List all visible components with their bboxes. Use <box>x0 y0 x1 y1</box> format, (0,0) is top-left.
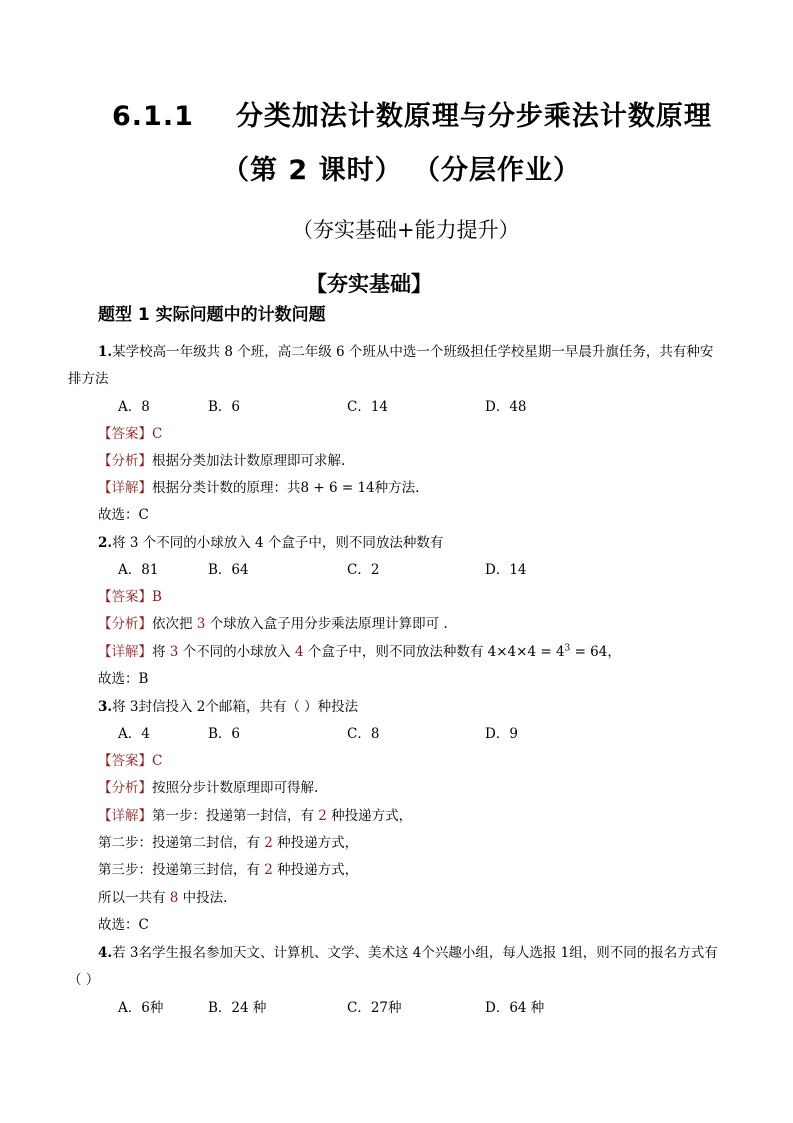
detail-text: 种投递方式， <box>326 808 413 824</box>
question-2-stem <box>98 531 443 551</box>
detail-text: = 64， <box>570 644 621 660</box>
analysis-tag: 【分析】 <box>98 780 152 796</box>
detail-tag: 【详解】 <box>98 480 152 496</box>
question-3-stem <box>98 695 358 715</box>
total-text: 中投法. <box>178 890 228 906</box>
subtitle: （夯实基础+能力提升） <box>292 218 520 242</box>
detail-text: 第一步：投递第一封信，有 <box>152 808 319 824</box>
answer-tag: 【答案】 <box>98 426 152 442</box>
analysis-text: 个球放入盒子用分步乘法原理计算即可 . <box>205 616 448 632</box>
option-c: C．2 <box>347 562 380 578</box>
detail-line <box>98 804 412 824</box>
step-3-line <box>98 858 358 878</box>
detail-text: 个不同的小球放入 <box>178 644 295 660</box>
choice-line <box>98 667 148 687</box>
total-line <box>98 886 227 906</box>
detail-text: 个盒子中，则不同放法种数有 4×4×4 = 4 <box>303 644 565 660</box>
answer-tag: 【答案】 <box>98 753 152 769</box>
analysis-line <box>98 776 318 796</box>
detail-number: 4 <box>294 644 304 660</box>
step-text: 第二步：投递第二封信，有 <box>98 835 265 851</box>
analysis-line <box>98 449 345 469</box>
option-d: D．9 <box>485 726 518 742</box>
question-number: 4. <box>98 945 113 961</box>
question-text: 若 3名学生报名参加天文、计算机、文学、美术这 4个兴趣小组，每人选报 1组，则不同的报名方式有 <box>112 945 718 961</box>
answer-value: B <box>152 589 162 605</box>
option-b: B．24 种 <box>208 1000 267 1016</box>
title-line-1 <box>112 94 712 133</box>
answer-line <box>98 422 162 442</box>
question-4-stem-cont: （ ） <box>68 972 100 988</box>
analysis-line <box>98 612 448 632</box>
question-number: 3. <box>98 699 113 715</box>
detail-tag: 【详解】 <box>98 808 152 824</box>
option-b: B．64 <box>208 562 249 578</box>
answer-line <box>98 749 162 769</box>
question-1-stem-cont: 排方法 <box>68 371 109 387</box>
choice-line: 故选：C <box>98 917 149 933</box>
analysis-text: 依次把 <box>152 616 197 632</box>
detail-text: 将 <box>152 644 170 660</box>
title-line-2: （第 2 课时） （分层作业） <box>222 155 581 186</box>
answer-line <box>98 585 162 605</box>
step-number: 2 <box>264 862 273 878</box>
choice-text: 故选：B <box>98 671 149 687</box>
section-heading: 【夯实基础】 <box>306 271 432 296</box>
analysis-text: 根据分类加法计数原理即可求解. <box>152 453 346 469</box>
title-main: 分类加法计数原理与分步乘法计数原理 <box>235 101 712 132</box>
option-c: C．27种 <box>347 1000 402 1016</box>
step-text: 种投递方式， <box>272 862 359 878</box>
detail-number: 2 <box>318 808 327 824</box>
question-text: 将 3 个不同的小球放入 4 个盒子中，则不同放法种数有 <box>112 535 444 551</box>
step-text: 种投递方式， <box>272 835 359 851</box>
question-number: 1. <box>98 344 113 360</box>
step-text: 第三步：投递第三封信，有 <box>98 862 265 878</box>
option-d: D．14 <box>485 562 527 578</box>
detail-text: 根据分类计数的原理：共8 + 6 = 14种方法. <box>152 480 420 496</box>
question-text: 某学校高一年级共 8 个班，高二年级 6 个班从中选一个班级担任学校星期一早晨升旗任务，共有种安 <box>112 344 714 360</box>
analysis-tag: 【分析】 <box>98 616 152 632</box>
question-text: 将 3封信投入 2个邮箱，共有（ ）种投法 <box>112 699 359 715</box>
answer-tag: 【答案】 <box>98 589 152 605</box>
option-b: B．6 <box>208 726 241 742</box>
step-2-line <box>98 831 358 851</box>
step-number: 2 <box>264 835 273 851</box>
option-d: D．64 种 <box>485 1000 545 1016</box>
analysis-tag: 【分析】 <box>98 453 152 469</box>
question-type-heading: 题型 1 实际问题中的计数问题 <box>98 305 326 325</box>
total-text: 所以一共有 <box>98 890 170 906</box>
choice-line: 故选：C <box>98 507 149 523</box>
option-c: C．14 <box>347 399 389 415</box>
answer-value: C <box>152 753 163 769</box>
detail-line <box>98 640 621 660</box>
question-number: 2. <box>98 535 113 551</box>
option-b: B．6 <box>208 399 241 415</box>
option-a: A．8 <box>118 399 150 415</box>
option-d: D．48 <box>485 399 527 415</box>
total-number: 8 <box>169 890 179 906</box>
section-number: 6.1.1 <box>112 101 194 132</box>
option-a: A．81 <box>118 562 159 578</box>
analysis-text: 按照分步计数原理即可得解. <box>152 780 319 796</box>
question-4-stem <box>98 941 718 961</box>
analysis-number: 3 <box>196 616 206 632</box>
detail-number: 3 <box>169 644 179 660</box>
answer-value: C <box>152 426 163 442</box>
option-a: A．6种 <box>118 1000 164 1016</box>
exponent: 3 <box>564 643 571 654</box>
detail-line <box>98 476 419 496</box>
question-1-stem <box>98 340 713 360</box>
option-a: A．4 <box>118 726 150 742</box>
detail-tag: 【详解】 <box>98 644 152 660</box>
option-c: C．8 <box>347 726 380 742</box>
